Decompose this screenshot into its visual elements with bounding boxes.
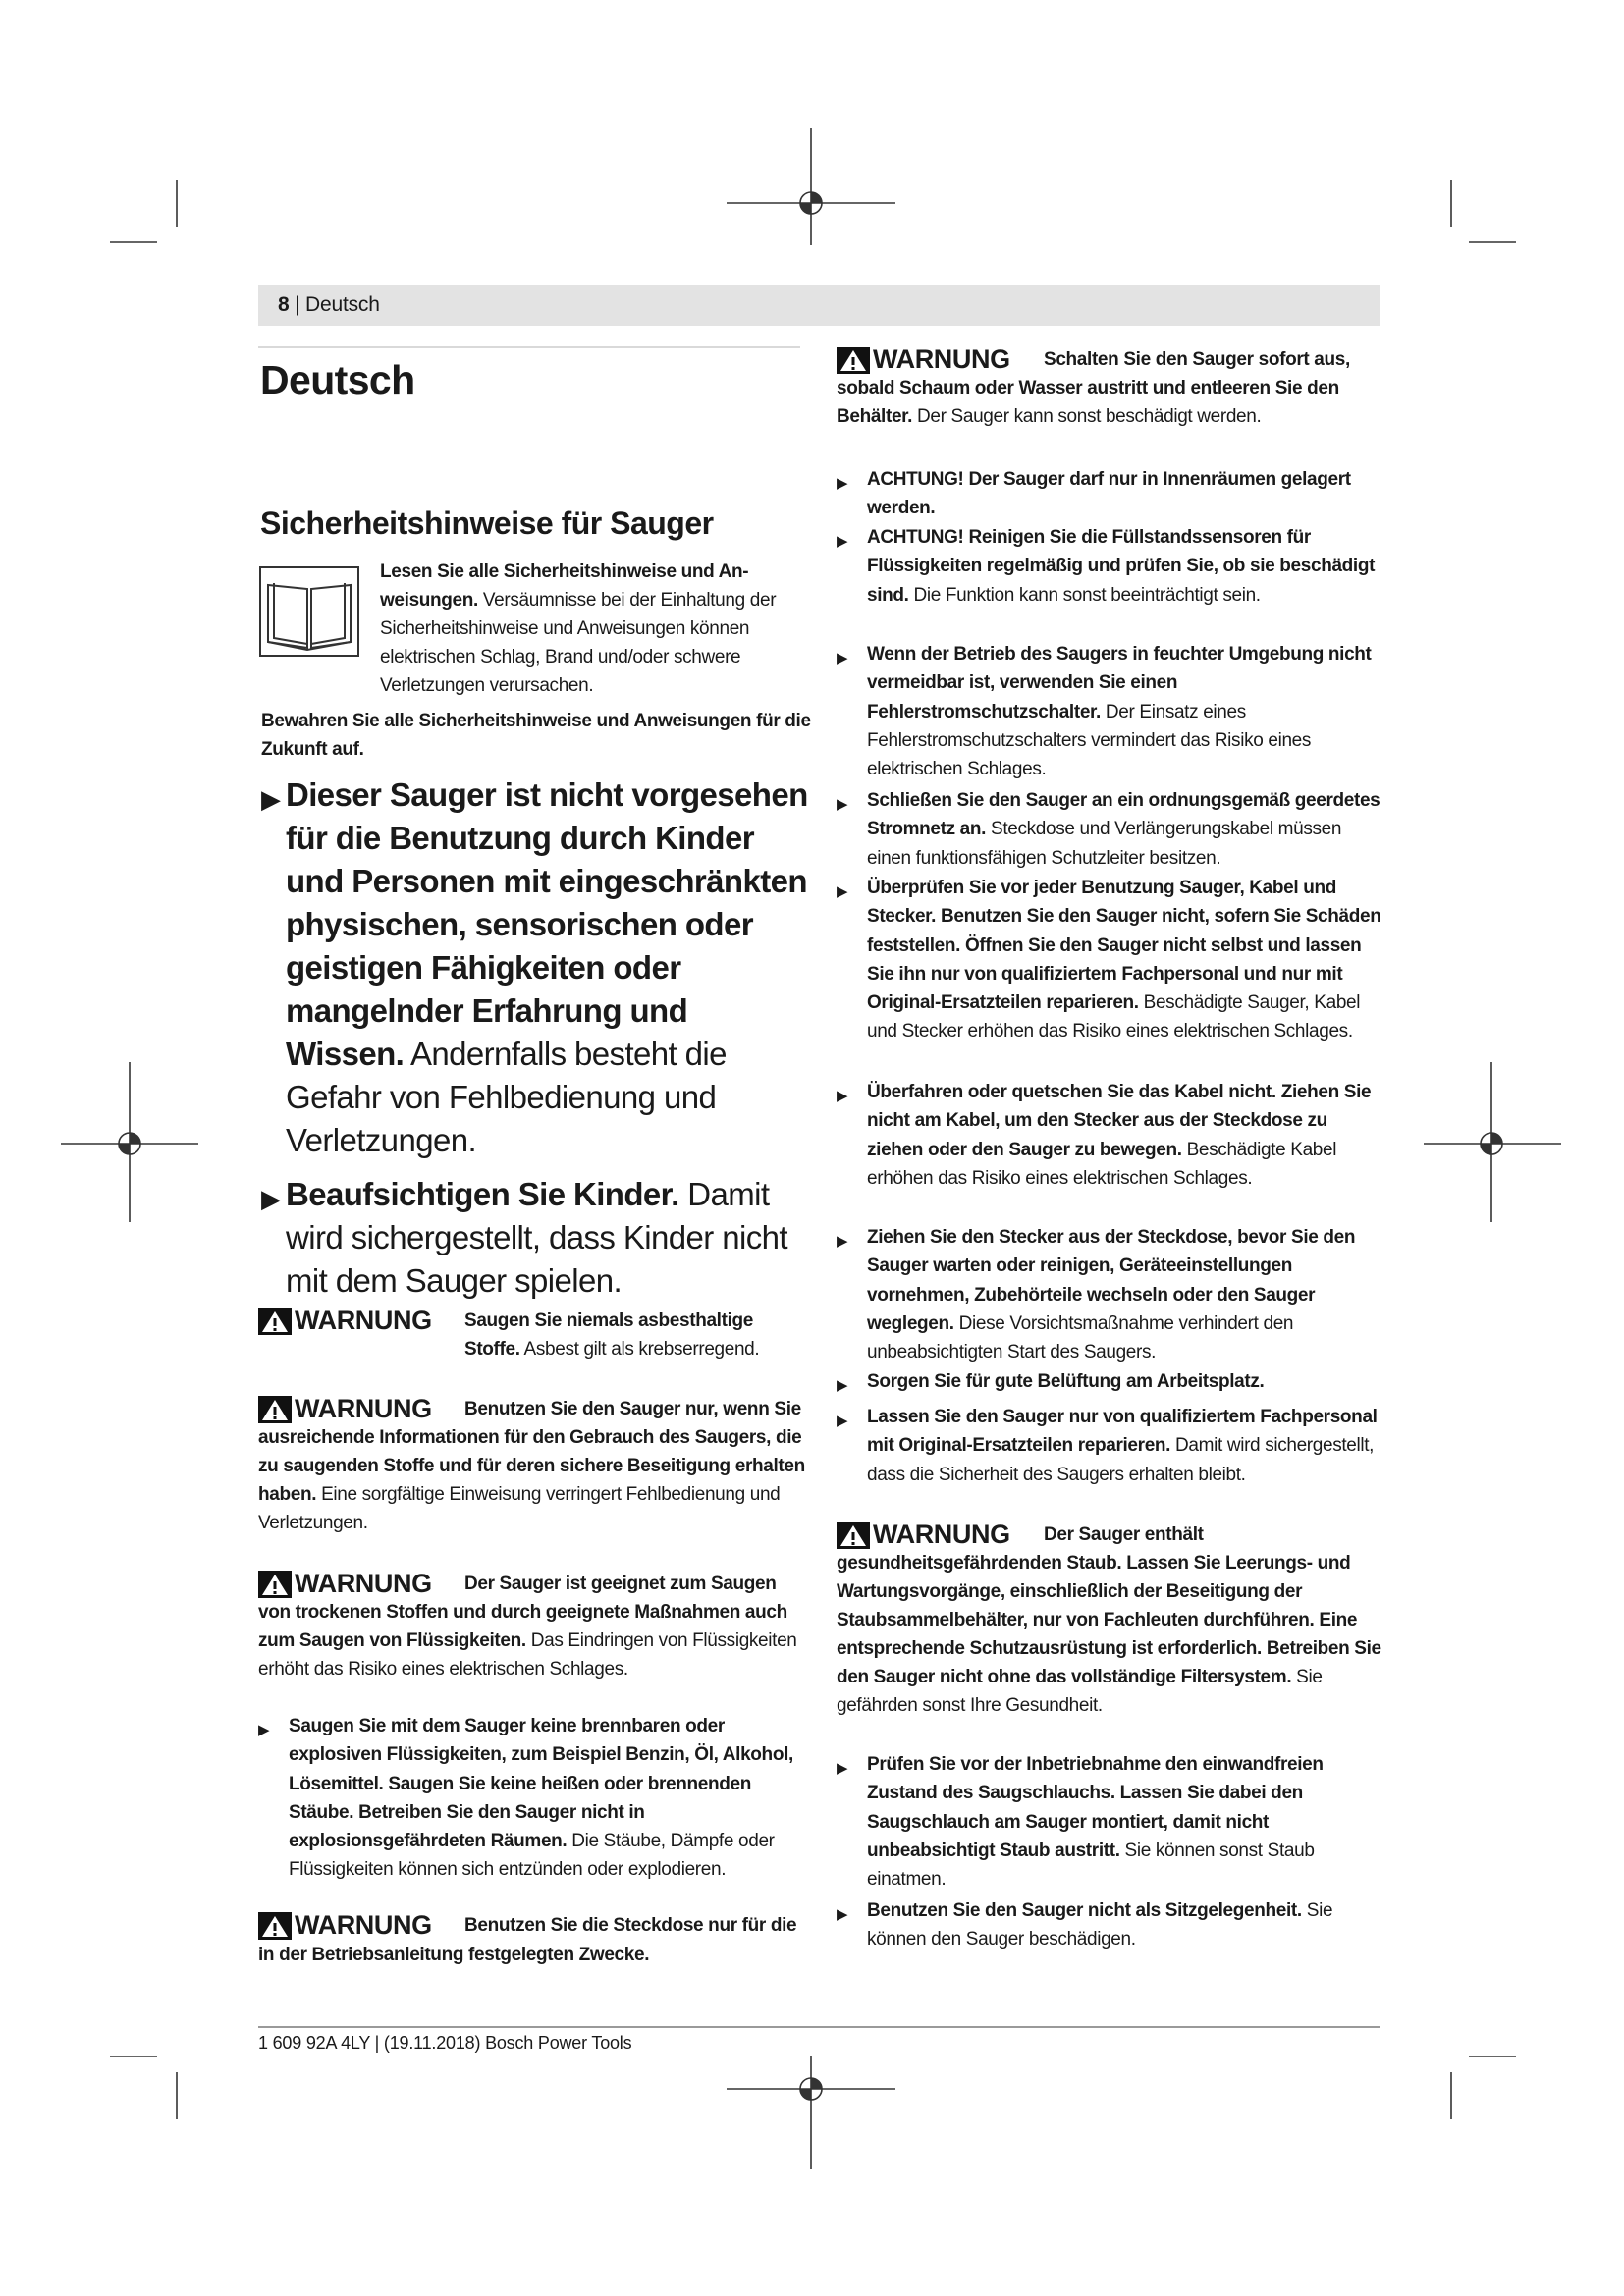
bullet-repair: ▶ Lassen Sie den Sauger nur von qualifiziertem Fachpersonal mit Original-Ersatzteilen reparieren. Damit wird sichergestellt, dass die Sicherheit des Saugers erhalten bleibt. bbox=[837, 1407, 1378, 1485]
big-bullet-2: ▶ Beaufsichtigen Sie Kinder. Damit wird sichergestellt, dass Kinder nicht mit dem Sauger spielen. bbox=[261, 1176, 787, 1299]
intro-keep-instructions: Bewahren Sie alle Sicherheitshinweise und Anweisungen für die Zukunft auf. bbox=[261, 711, 811, 760]
bullet-grounded: ▶ Schließen Sie den Sauger an ein ordnungsgemäß geerdetes Stromnetz an. Steckdose und Verlängerungskabel müssen einen funktionsfähigen Schutzleiter besitzen. bbox=[837, 790, 1380, 869]
arrow-icon: ▶ bbox=[837, 1088, 848, 1104]
bullet-check-cable: ▶ Überprüfen Sie vor jeder Benutzung Sauger, Kabel und Stecker. Benutzen Sie den Sauger nicht, sofern Sie Schäden feststellen. Öffnen Sie den Sauger nicht selbst und lassen Sie ihn nur von qualifiziertem Fachpersonal und nur mit Original-Ersatzteilen reparieren. Beschädigte Sauger, Kabel und Stecker erhöhen das Risiko eines elektrischen Schlages. bbox=[837, 878, 1381, 1042]
header-section: Deutsch bbox=[305, 294, 380, 316]
arrow-icon: ▶ bbox=[837, 475, 848, 492]
footer-rule bbox=[258, 2026, 1380, 2028]
warning-hazardous-dust: WARNUNG Der Sauger enthält gesundheitsgefährdenden Staub. Lassen Sie Leerungs- und Wartungsvorgänge, einschließlich der Beseitigung der Staubsammelbehälter, nur von Fachleuten durchführen. Eine entsprechende Schutzausrüstung ist erforderlich. Betreiben Sie den Sauger nicht ohne das vollständige Filtersystem. Sie gefährden sonst Ihre Gesundheit. bbox=[837, 1520, 1381, 1716]
bullet-no-seat: ▶ Benutzen Sie den Sauger nicht als Sitzgelegenheit. Sie können den Sauger beschädigen. bbox=[837, 1900, 1333, 1950]
bullet-ventilation: ▶ Sorgen Sie für gute Belüftung am Arbeitsplatz. bbox=[837, 1367, 1394, 1399]
section-title: Sicherheitshinweise für Sauger bbox=[260, 506, 714, 541]
top-rule bbox=[258, 346, 800, 348]
arrow-icon: ▶ bbox=[837, 650, 848, 667]
bullet-cable-damage: ▶ Überfahren oder quetschen Sie das Kabel nicht. Ziehen Sie nicht am Kabel, um den Stecker aus der Steckdose zu ziehen oder den Sauger zu bewegen. Beschädigte Kabel erhöhen das Risiko eines elektrischen Schlages. bbox=[837, 1082, 1372, 1189]
warning-triangle-icon bbox=[258, 1308, 292, 1335]
arrow-icon: ▶ bbox=[837, 796, 848, 813]
bullet-level-sensors: ▶ ACHTUNG! Reinigen Sie die Füllstandssensoren für Flüssigkeiten regelmäßig und prüfen Sie, ob sie beschädigt sind. Die Funktion kann sonst beeinträchtigt sein. bbox=[837, 527, 1376, 606]
warning-socket: WARNUNG Benutzen Sie die Steckdose nur für die in der Betriebsanleitung festgelegten Zwecke. bbox=[258, 1910, 797, 1965]
bullet-rcd: ▶ Wenn der Betrieb des Saugers in feuchter Umgebung nicht vermeidbar ist, verwenden Sie einen Fehlerstromschutzschalter. Der Einsatz eines Fehlerstromschutzschalters vermindert das Risiko eines elektrischen Schlages. bbox=[837, 644, 1372, 780]
bullet-hose: ▶ Prüfen Sie vor der Inbetriebnahme den einwandfreien Zustand des Saugschlauchs. Lassen Sie dabei den Saugschlauch am Sauger montiert, damit nicht unbeabsichtigt Staub austritt. Sie können sonst Staub einatmen. bbox=[837, 1754, 1324, 1891]
arrow-icon: ▶ bbox=[261, 1184, 281, 1213]
warning-badge: WARNUNG bbox=[837, 1521, 1010, 1549]
warning-badge: WARNUNG bbox=[837, 346, 1010, 374]
arrow-icon: ▶ bbox=[837, 1233, 848, 1250]
arrow-icon: ▶ bbox=[258, 1722, 270, 1738]
intro-normal: Versäumnisse bei der Einhaltung der Sicherheitshinweise und Anweisungen können elektrischen Schlag, Brand und/oder schwere Verletzungen verursachen. bbox=[380, 590, 777, 696]
arrow-icon: ▶ bbox=[837, 1906, 848, 1923]
arrow-icon: ▶ bbox=[837, 1413, 848, 1429]
intro-bold: Lesen Sie alle Sicherheitshinweise und An-weisungen. bbox=[380, 561, 749, 611]
bullet-indoor-storage: ▶ ACHTUNG! Der Sauger darf nur in Innenräumen gelagert werden. bbox=[837, 469, 1351, 519]
page-number: 8 bbox=[278, 294, 290, 316]
bullet-flammable: ▶ Saugen Sie mit dem Sauger keine brennbaren oder explosiven Flüssigkeiten, zum Beispiel Benzin, Öl, Alkohol, Lösemittel. Saugen Sie keine heißen oder brennenden Stäube. Betreiben Sie den Sauger nicht in explosionsgefährdeten Räumen. Die Stäube, Dämpfe oder Flüssigkeiten können sich entzünden oder explodieren. bbox=[258, 1716, 793, 1881]
big-bullet-1: ▶ Dieser Sauger ist nicht vorgesehen für die Benutzung durch Kinder und Personen mit eingeschränkten physischen, sensorischen oder geistigen Fähigkeiten oder mangelnder Erfahrung und Wissen. Andernfalls besteht die Gefahr von Fehlbedienung und Verletzungen. bbox=[261, 776, 808, 1158]
arrow-icon: ▶ bbox=[261, 784, 281, 814]
bullet-unplug: ▶ Ziehen Sie den Stecker aus der Steckdose, bevor Sie den Sauger warten oder reinigen, Geräteeinstellungen vornehmen, Zubehörteile wechseln oder den Sauger weglegen. Diese Vorsichtsmaßnahme verhindert den unbeabsichtigten Start des Saugers. bbox=[837, 1227, 1356, 1363]
arrow-icon: ▶ bbox=[837, 533, 848, 550]
intro-text bbox=[380, 558, 812, 700]
page-header bbox=[258, 285, 1380, 326]
language-title: Deutsch bbox=[260, 357, 415, 402]
warning-asbestos: WARNUNG Saugen Sie niemals asbesthaltige Stoffe. Asbest gilt als krebserregend. bbox=[258, 1307, 808, 1385]
warning-dry-wet: WARNUNG Der Sauger ist geeignet zum Saugen von trockenen Stoffen und durch geeignete Maßnahmen auch zum Saugen von Flüssigkeiten. Das Eindringen von Flüssigkeiten erhöht das Risiko eines elektrischen Schlages. bbox=[258, 1569, 797, 1680]
warning-badge: WARNUNG bbox=[258, 1307, 432, 1335]
warning-information: WARNUNG Benutzen Sie den Sauger nur, wenn Sie ausreichende Informationen für den Gebrauch des Saugers, die zu saugenden Stoffe und für deren sichere Beseitigung erhalten haben. Eine sorgfältige Einweisung verringert Fehlbedienung und Verletzungen. bbox=[258, 1394, 805, 1533]
warning-foam-water: WARNUNG Schalten Sie den Sauger sofort aus, sobald Schaum oder Wasser austritt und entleeren Sie den Behälter. Der Sauger kann sonst beschädigt werden. bbox=[837, 345, 1350, 427]
arrow-icon: ▶ bbox=[837, 1377, 848, 1394]
warning-badge: WARNUNG bbox=[258, 1570, 432, 1598]
read-manual-icon bbox=[258, 565, 360, 658]
arrow-icon: ▶ bbox=[837, 1760, 848, 1777]
warning-badge: WARNUNG bbox=[258, 1911, 432, 1940]
arrow-icon: ▶ bbox=[837, 883, 848, 900]
page-footer: 1 609 92A 4LY | (19.11.2018) Bosch Power Tools bbox=[258, 2033, 632, 2053]
header-separator: | bbox=[295, 294, 300, 316]
warning-badge: WARNUNG bbox=[258, 1395, 432, 1423]
